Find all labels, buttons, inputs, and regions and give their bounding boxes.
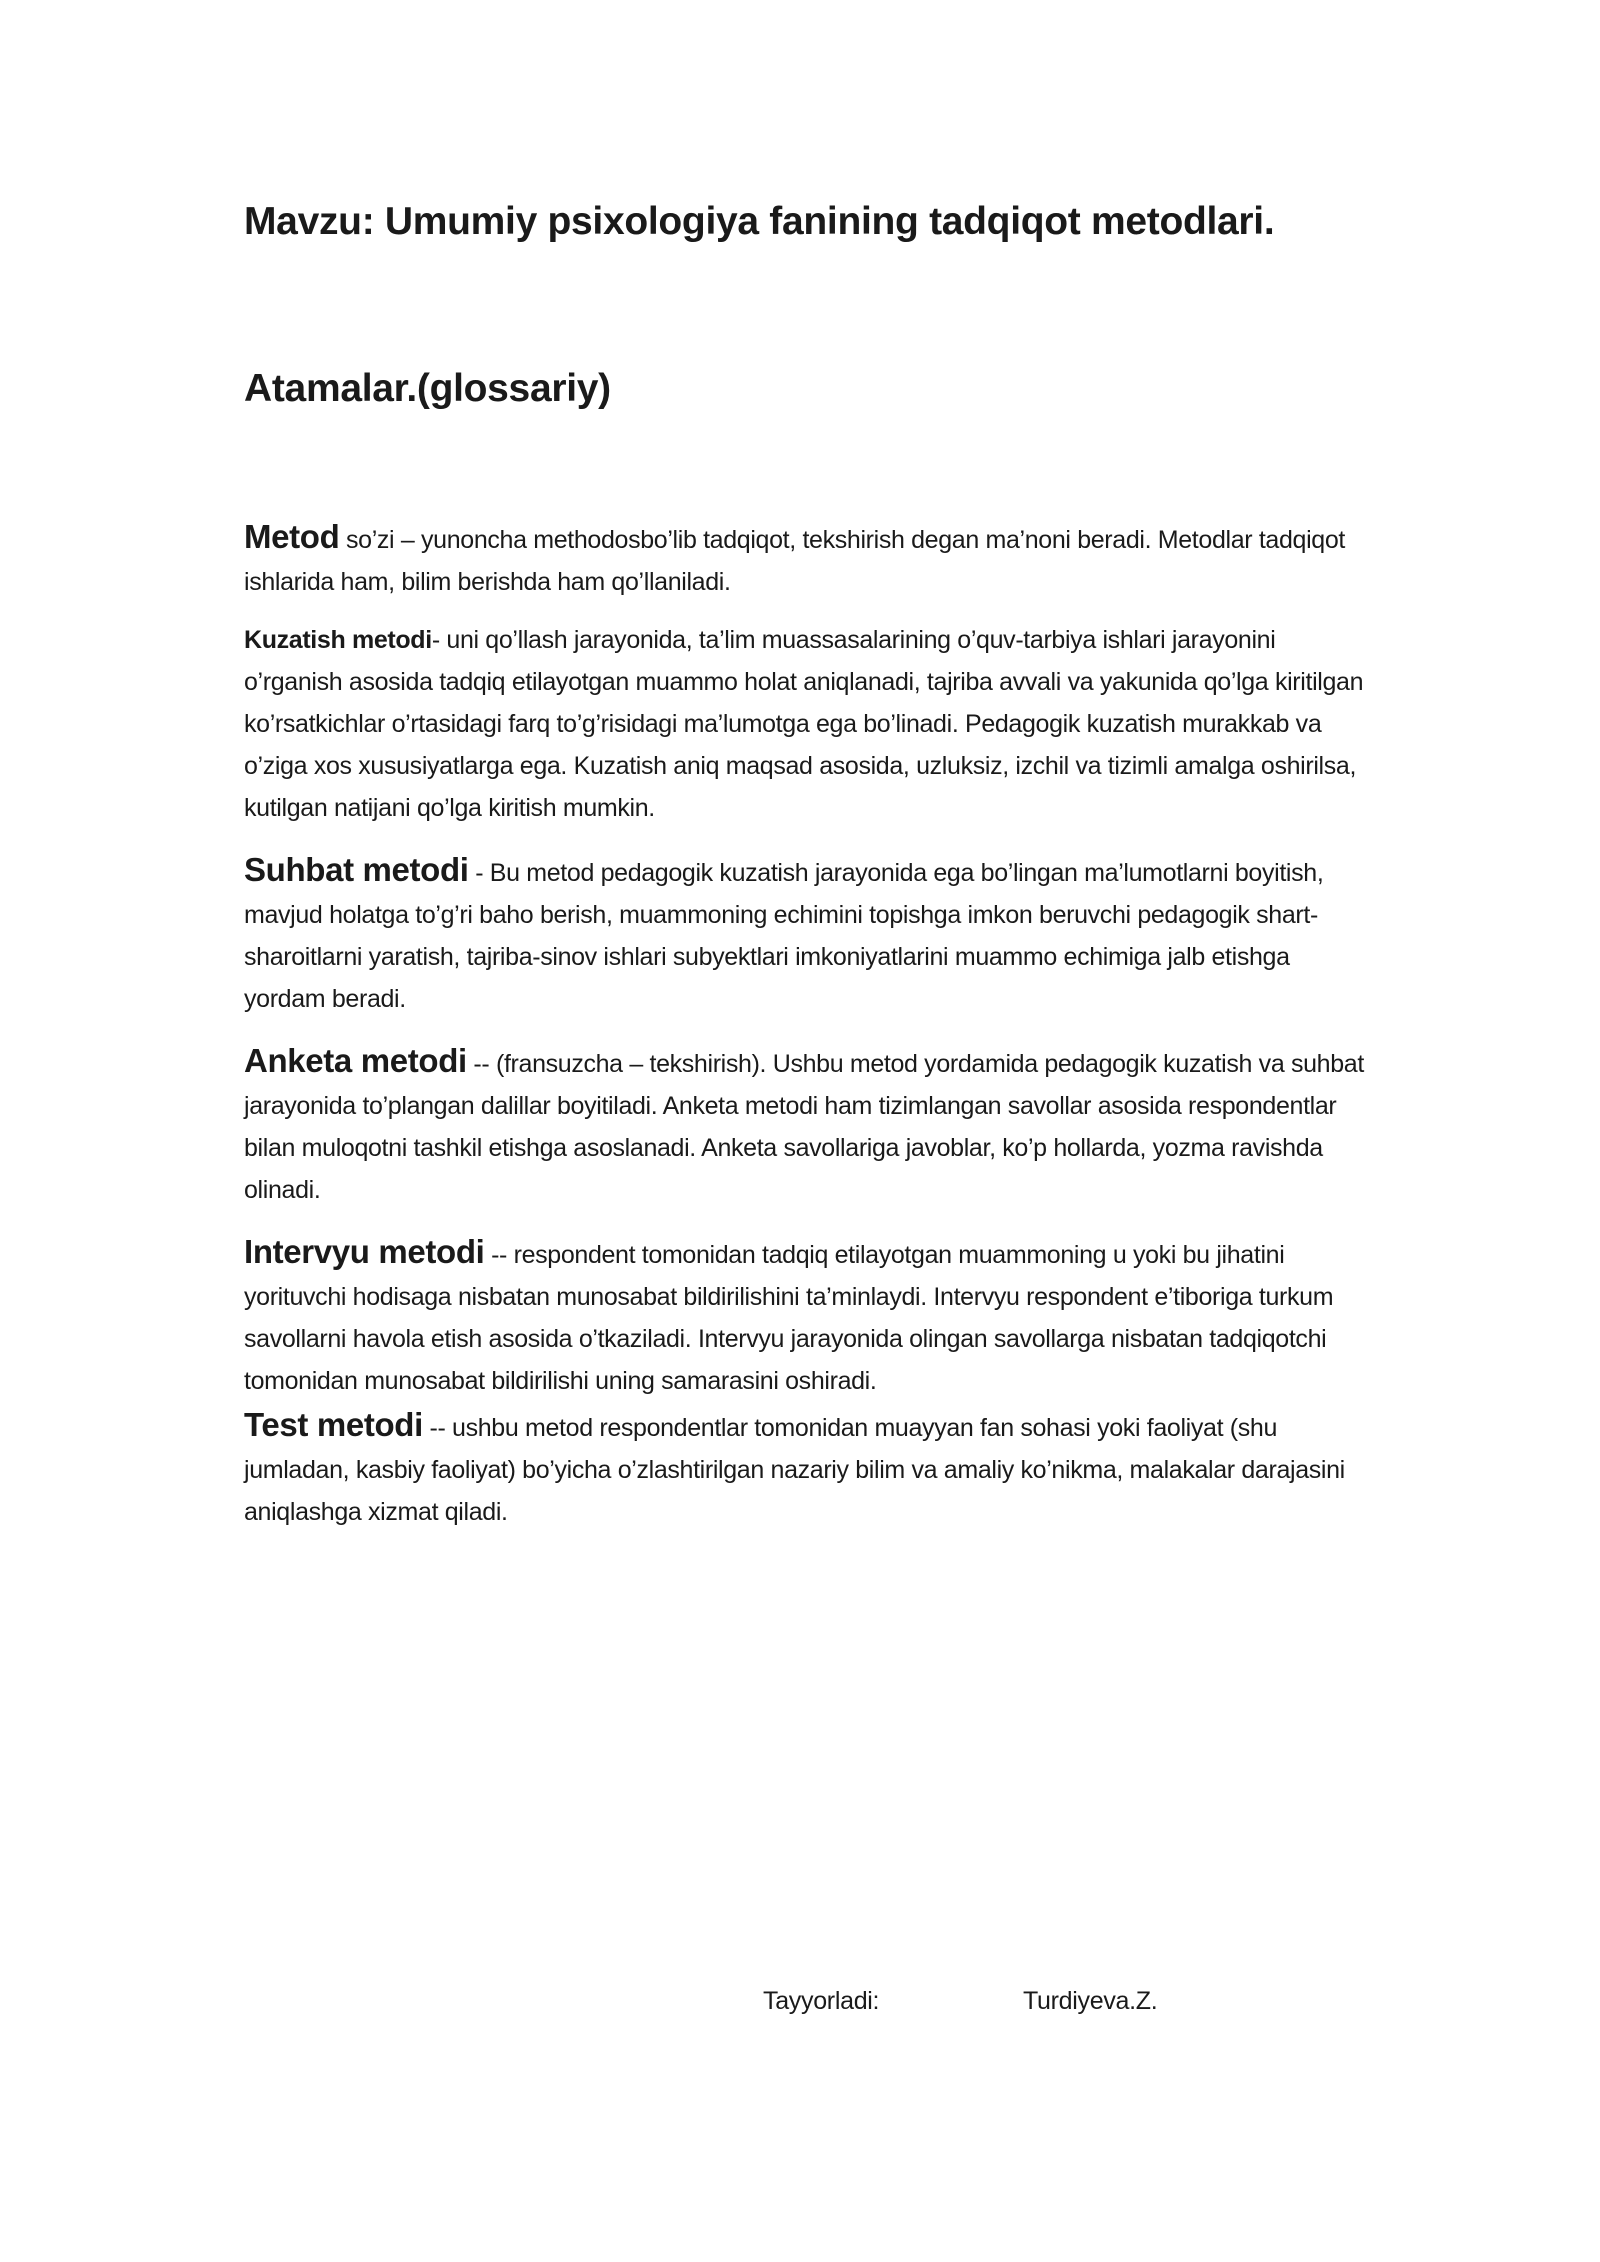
glossary-entry-metod (244, 516, 1374, 603)
term-definition: so’zi – yunoncha methodosbo’lib tadqiqot, tekshirish degan ma’noni beradi. Metodlar tadqiqot ishlarida ham, bilim berishda ham qo’llaniladi. (244, 526, 1346, 596)
term-name: Suhbat metodi (244, 851, 469, 888)
document-title: Mavzu: Umumiy psixologiya fanining tadqiqot metodlari. (244, 200, 1275, 243)
prepared-by-label: Tayyorladi: (763, 1987, 880, 2015)
glossary-entry-intervyu (244, 1231, 1374, 1402)
glossary-entry-suhbat (244, 849, 1374, 1020)
term-definition: - Bu metod pedagogik kuzatish jarayonida ega bo’lingan ma’lumotlarni boyitish, mavjud holatga to’g’ri baho berish, muammoning echimini topishga imkon beruvchi pedagogik shart-sharoitlarni yaratish, tajriba-sinov ishlari subyektlari imkoniyatlarini muammo echimiga jalb etishga yordam beradi. (244, 859, 1324, 1013)
term-definition: - uni qo’llash jarayonida, ta’lim muassasalarining o’quv-tarbiya ishlari jarayonini o’rganish asosida tadqiq etilayotgan muammo holat aniqlanadi, tajriba avvali va yakunida qo’lga kiritilgan ko’rsatkichlar o’rtasidagi farq to’g’risidagi ma’lumotga ega bo’linadi. Pedagogik kuzatish murakkab va o’ziga xos xususiyatlarga ega. Kuzatish aniq maqsad asosida, uzluksiz, izchil va tizimli amalga oshirilsa, kutilgan natijani qo’lga kiritish mumkin. (244, 626, 1364, 822)
document-body (244, 196, 1374, 1553)
term-definition: -- (fransuzcha – tekshirish). Ushbu metod yordamida pedagogik kuzatish va suhbat jarayonida to’plangan dalillar boyitiladi. Anketa metodi ham tizimlangan savollar asosida respondentlar bilan muloqotni tashkil etishga asoslanadi. Anketa savollariga javoblar, ko’p hollarda, yozma ravishda olinadi. (244, 1050, 1364, 1204)
term-definition: -- ushbu metod respondentlar tomonidan muayyan fan sohasi yoki faoliyat (shu jumladan, kasbiy faoliyat) bo’yicha o’zlashtirilgan nazariy bilim va amaliy ko’nikma, malakalar darajasini aniqlashga xizmat qiladi. (244, 1414, 1345, 1526)
glossary-list (244, 516, 1374, 1533)
glossary-entry-anketa (244, 1040, 1374, 1211)
glossary-entry-test (244, 1404, 1374, 1533)
term-name: Metod (244, 518, 340, 555)
term-name: Intervyu metodi (244, 1233, 485, 1270)
author-name: Turdiyeva.Z. (1023, 1987, 1158, 2015)
term-name: Test metodi (244, 1406, 423, 1443)
signature-line (763, 1984, 1157, 2018)
term-definition: -- respondent tomonidan tadqiq etilayotgan muammoning u yoki bu jihatini yorituvchi hodisaga nisbatan munosabat bildirilishini ta’minlaydi. Intervyu respondent e’tiboriga turkum savollarni havola etish asosida o’tkaziladi. Intervyu jarayonida olingan savollarga nisbatan tadqiqotchi tomonidan munosabat bildirilishi uning samarasini oshiradi. (244, 1241, 1334, 1395)
glossary-entry-kuzatish (244, 619, 1374, 829)
term-name: Anketa metodi (244, 1042, 467, 1079)
term-name: Kuzatish metodi (244, 626, 432, 654)
glossary-heading: Atamalar.(glossariy) (244, 367, 611, 410)
